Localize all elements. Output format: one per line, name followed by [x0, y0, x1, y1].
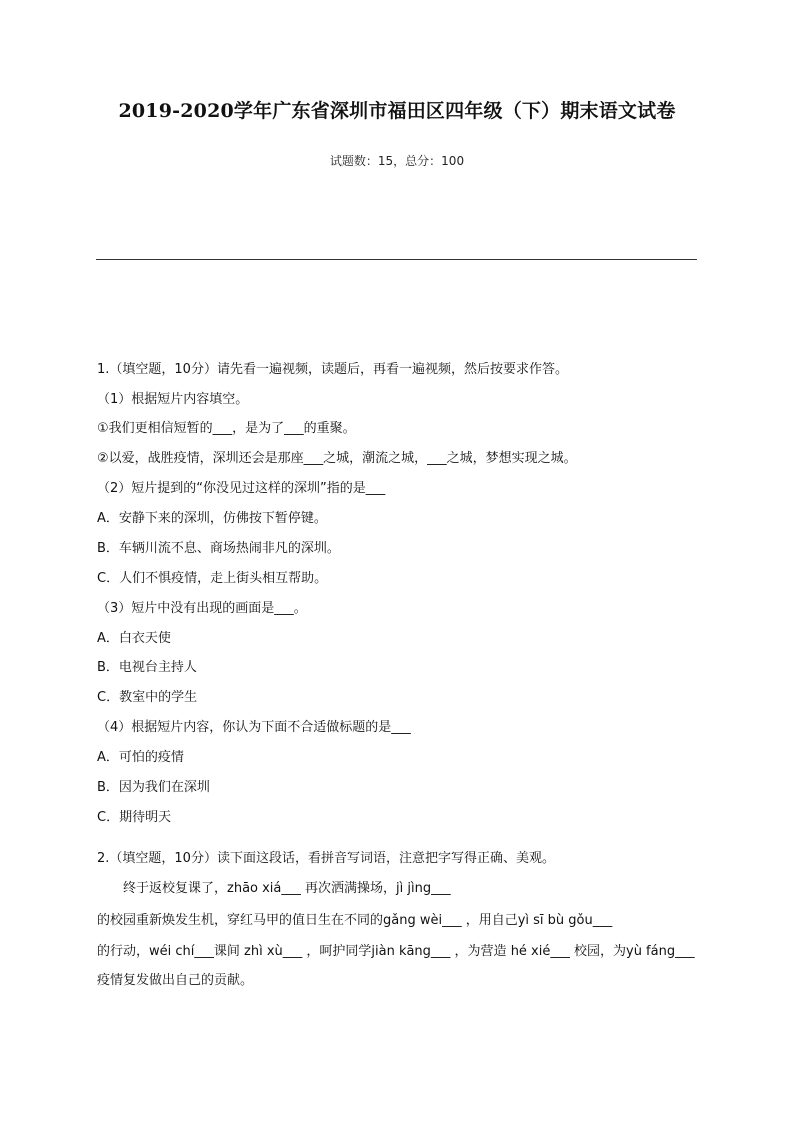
q2-passage-line-1: 终于返校复课了，zhāo xiá___ 再次洒满操场，jì jìng___ — [97, 881, 451, 896]
q2-passage-line-4: 疫情复发做出自己的贡献。 — [97, 973, 254, 988]
q2-stem: 2.（填空题，10分）读下面这段话，看拼音写词语，注意把字写得正确、美观。 — [97, 851, 555, 866]
q1-part4-heading: （4）根据短片内容，你认为下面不合适做标题的是___ — [97, 720, 411, 735]
q1-part4-option-a: A．可怕的疫情 — [97, 750, 184, 765]
q1-part4-option-c: C．期待明天 — [97, 810, 172, 825]
q1-part2-option-b: B．车辆川流不息、商场热闹非凡的深圳。 — [97, 541, 340, 556]
q1-part4-option-b: B．因为我们在深圳 — [97, 780, 210, 795]
q2-passage-line-2: 的校园重新焕发生机，穿红马甲的值日生在不同的gǎng wèi___ ，用自己yì sī bù gǒu___ — [97, 913, 613, 928]
q1-part1-blank2: ②以爱，战胜疫情，深圳还会是那座___之城，潮流之城，___之城，梦想实现之城。 — [97, 451, 577, 466]
q1-part1-heading: （1）根据短片内容填空。 — [97, 392, 249, 407]
q1-part3-option-b: B．电视台主持人 — [97, 660, 197, 675]
q2-passage-line-3: 的行动，wéi chí___课间 zhì xù___ ，呵护同学jiàn kāng___ ，为营造 hé xié___ 校园，为yù fáng___ — [97, 944, 695, 959]
q1-part2-option-a: A．安静下来的深圳，仿佛按下暂停键。 — [97, 511, 327, 526]
q1-part3-heading: （3）短片中没有出现的画面是___。 — [97, 601, 307, 616]
q1-part2-option-c: C．人们不惧疫情，走上街头相互帮助。 — [97, 571, 328, 586]
q1-part3-option-c: C．教室中的学生 — [97, 690, 198, 705]
exam-meta: 试题数：15，总分：100 — [329, 154, 465, 168]
page-title: 2019-2020学年广东省深圳市福田区四年级（下）期末语文试卷 — [118, 100, 676, 122]
q1-part2-heading: （2）短片提到的“你没见过这样的深圳”指的是___ — [97, 481, 386, 496]
q1-part1-blank1: ①我们更相信短暂的___，是为了___的重聚。 — [97, 421, 356, 436]
q1-stem: 1.（填空题，10分）请先看一遍视频，读题后，再看一遍视频，然后按要求作答。 — [97, 362, 568, 377]
header-divider — [96, 259, 697, 260]
q1-part3-option-a: A．白衣天使 — [97, 631, 171, 646]
